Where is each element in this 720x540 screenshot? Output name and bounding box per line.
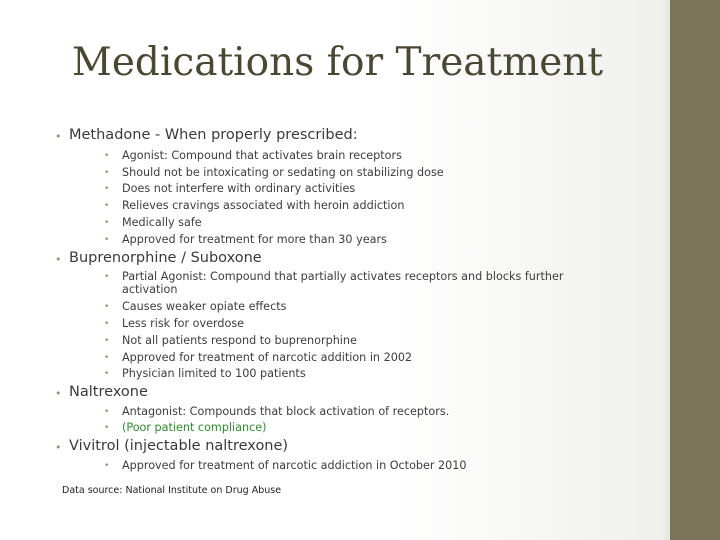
list-item-text: Medically safe: [122, 216, 202, 229]
list-item-text: Relieves cravings associated with heroin addiction: [122, 199, 405, 212]
bullet: •: [104, 461, 110, 471]
bullet: •: [55, 130, 62, 143]
bullet: •: [55, 253, 62, 266]
bullet: •: [55, 441, 62, 454]
bullet: •: [104, 353, 110, 363]
list-item-text: Less risk for overdose: [122, 317, 245, 330]
section-heading-text: Naltrexone: [69, 384, 148, 400]
list-item-text: Should not be intoxicating or sedating on stabilizing dose: [122, 166, 444, 179]
bullet: •: [104, 272, 110, 282]
list-item-text: Approved for treatment for more than 30 years: [122, 233, 387, 246]
source-note: Data source: National Institute on Drug Abuse: [62, 485, 282, 496]
section-heading-text: Methadone - When properly prescribed:: [69, 127, 358, 143]
bullet: •: [104, 369, 110, 379]
bullet: •: [104, 423, 110, 433]
list-item-text: Partial Agonist: Compound that partially activates receptors and blocks further activation: [122, 270, 564, 296]
list-item-text: Approved for treatment of narcotic addition in 2002: [122, 351, 413, 364]
sidebar-bar: [670, 0, 720, 540]
bullet: •: [55, 387, 62, 400]
list-item-text: Does not interfere with ordinary activities: [122, 182, 356, 195]
list-item-text: Agonist: Compound that activates brain receptors: [122, 149, 402, 162]
bullet: •: [104, 336, 110, 346]
list-item-text: Physician limited to 100 patients: [122, 367, 306, 380]
bullet: •: [104, 168, 110, 178]
bullet: •: [104, 235, 110, 245]
bullet: •: [104, 184, 110, 194]
bullet: •: [104, 151, 110, 161]
section-heading-text: Buprenorphine / Suboxone: [69, 250, 262, 266]
slide-title: Medications for Treatment: [71, 40, 604, 85]
bullet: •: [104, 201, 110, 211]
bullet: •: [104, 302, 110, 312]
list-item-text: Approved for treatment of narcotic addiction in October 2010: [122, 459, 467, 472]
list-item-text: Antagonist: Compounds that block activation of receptors.: [122, 405, 450, 418]
section-heading-text: Vivitrol (injectable naltrexone): [69, 438, 289, 454]
list-item-text: Causes weaker opiate effects: [122, 300, 287, 313]
list-item-text-highlight: (Poor patient compliance): [122, 421, 267, 434]
list-item-text: Not all patients respond to buprenorphine: [122, 334, 357, 347]
bullet: •: [104, 407, 110, 417]
bullet: •: [104, 319, 110, 329]
bullet: •: [104, 218, 110, 228]
